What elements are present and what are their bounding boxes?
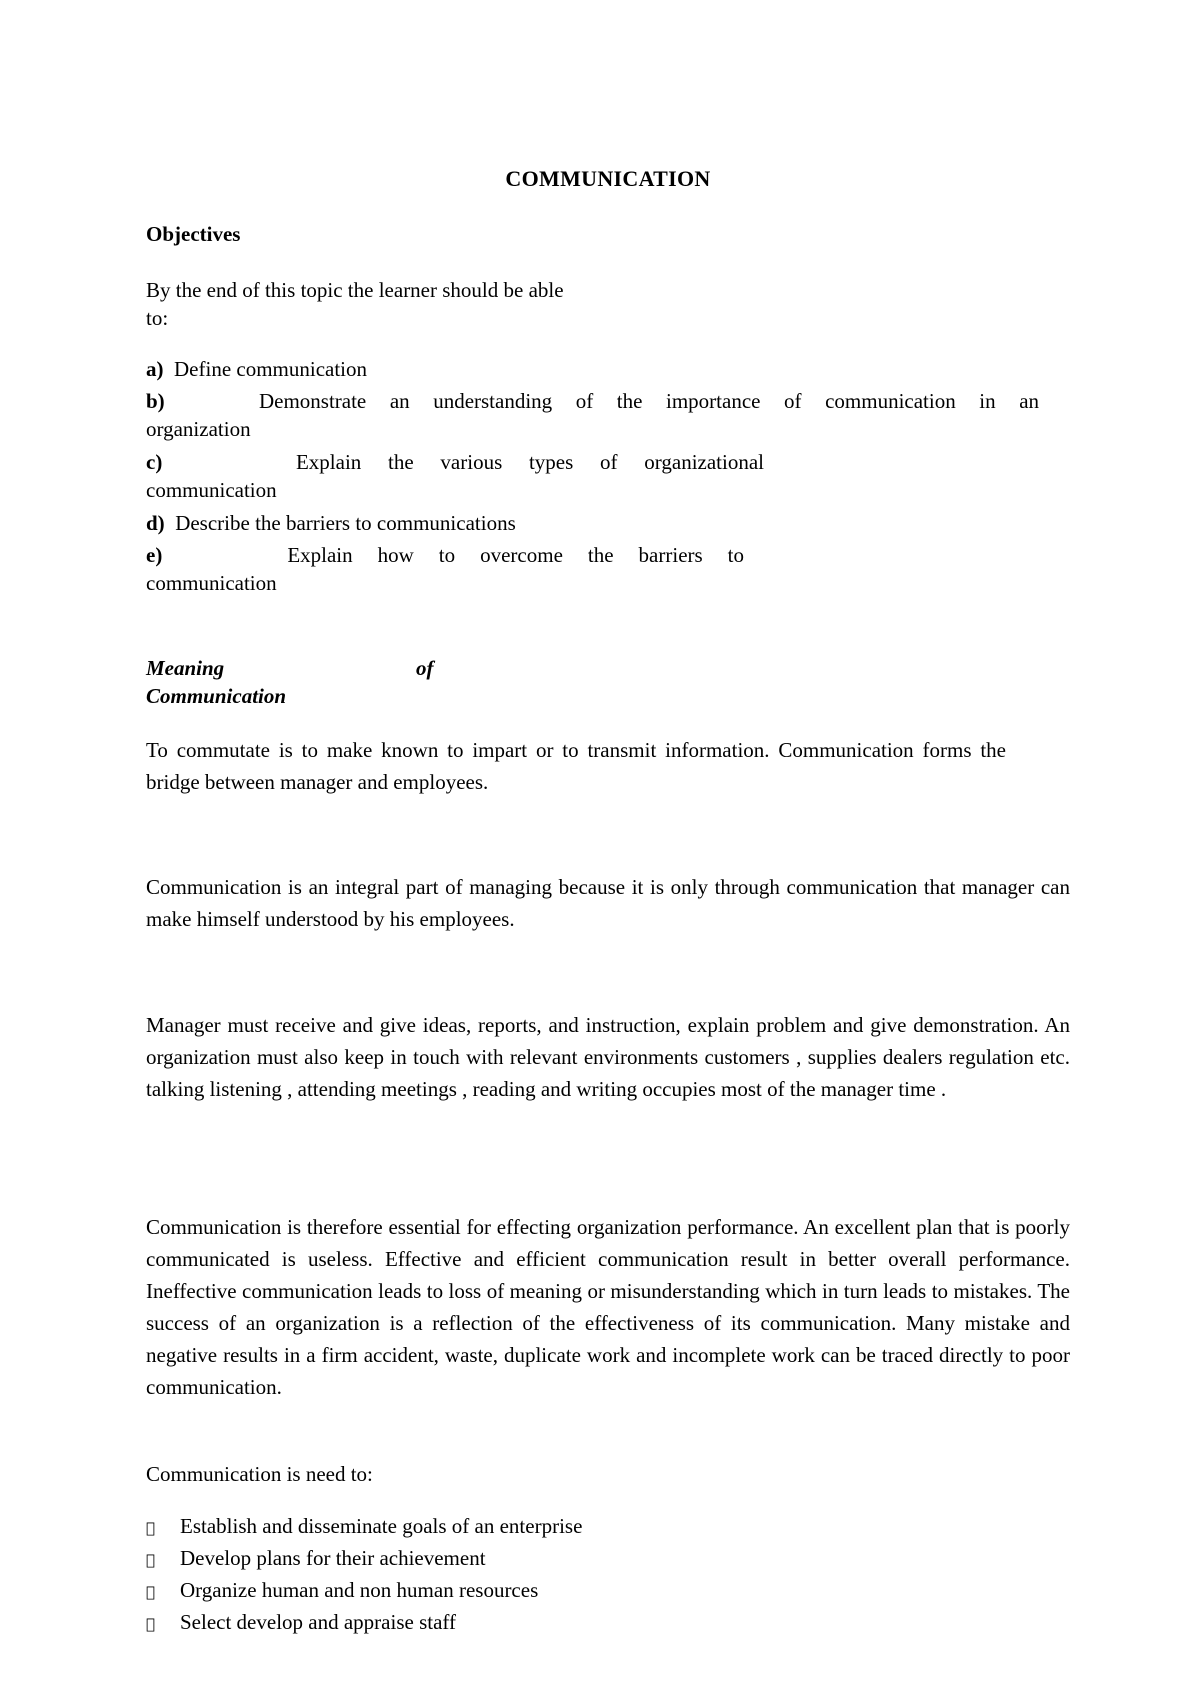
objective-label-e: e) [146,543,163,567]
page-title: COMMUNICATION [505,166,711,191]
bullet-icon [146,1610,180,1638]
paragraph-3: Manager must receive and give ideas, reports, and instruction, explain problem and give demonstration. An organization must also keep in touch with relevant environments customers , supplies dealers regulation etc. talking listening , attending meetings , reading and writing occupies most of the manager time . [146,1013,1070,1101]
objective-text-d: Describe the barriers to communications [175,511,516,535]
needs-item-text: Organize human and non human resources [180,1578,539,1602]
objective-text-c-line1: Explain the various types of organizational [295,450,764,474]
meaning-heading-line1-a: Meaning [146,656,225,680]
objective-text-b-line1: Demonstrate an understanding of the importance of communication in an [258,389,1040,413]
needs-item-text: Select develop and appraise staff [180,1610,457,1634]
paragraph-1: To commutate is to make known to impart or to transmit information. Communication forms the bridge between manager and employees. [146,738,1006,794]
needs-item-text: Develop plans for their achievement [180,1546,486,1570]
needs-item-text: Establish and disseminate goals of an enterprise [180,1514,583,1538]
needs-list-item [146,1544,486,1574]
objective-item-c [146,448,764,476]
objective-item-a [146,355,367,383]
objective-label-d: d) [146,511,165,535]
needs-intro: Communication is need to: [146,1462,373,1486]
meaning-heading-line1-b: of [416,656,434,680]
bullet-icon [146,1546,180,1574]
objective-text-e-line2: communication [146,571,277,595]
objectives-heading: Objectives [146,222,241,246]
objectives-intro-line1: By the end of this topic the learner should be able [146,278,564,302]
meaning-heading-line2: Communication [146,684,287,708]
objective-text-a: Define communication [174,357,368,381]
document-page [146,0,1070,1698]
objective-item-d [146,509,516,537]
paragraph-4: Communication is therefore essential for effecting organization performance. An excellent plan that is poorly communicated is useless. Effective and efficient communication result in better overall performance. Ineffective communication leads to loss of meaning or misunderstanding which in turn leads to mistakes. The success of an organization is a reflection of the effectiveness of its communication. Many mistake and negative results in a firm accident, waste, duplicate work and incomplete work can be traced directly to poor communication. [146,1215,1070,1399]
bullet-icon [146,1578,180,1606]
paragraph-2: Communication is an integral part of managing because it is only through communication that manager can make himself understood by his employees. [146,875,1070,931]
objective-text-e-line1: Explain how to overcome the barriers to [287,543,745,567]
objective-label-b: b) [146,389,165,413]
objective-label-c: c) [146,450,163,474]
needs-list-item [146,1608,456,1638]
objective-item-b [146,387,1039,415]
bullet-icon [146,1514,180,1542]
objective-label-a: a) [146,357,164,381]
objective-item-e [146,541,744,569]
needs-list-item [146,1576,538,1606]
objectives-intro-line2: to: [146,306,169,330]
objective-text-b-line2: organization [146,417,251,441]
needs-list-item [146,1512,582,1542]
objective-text-c-line2: communication [146,478,277,502]
